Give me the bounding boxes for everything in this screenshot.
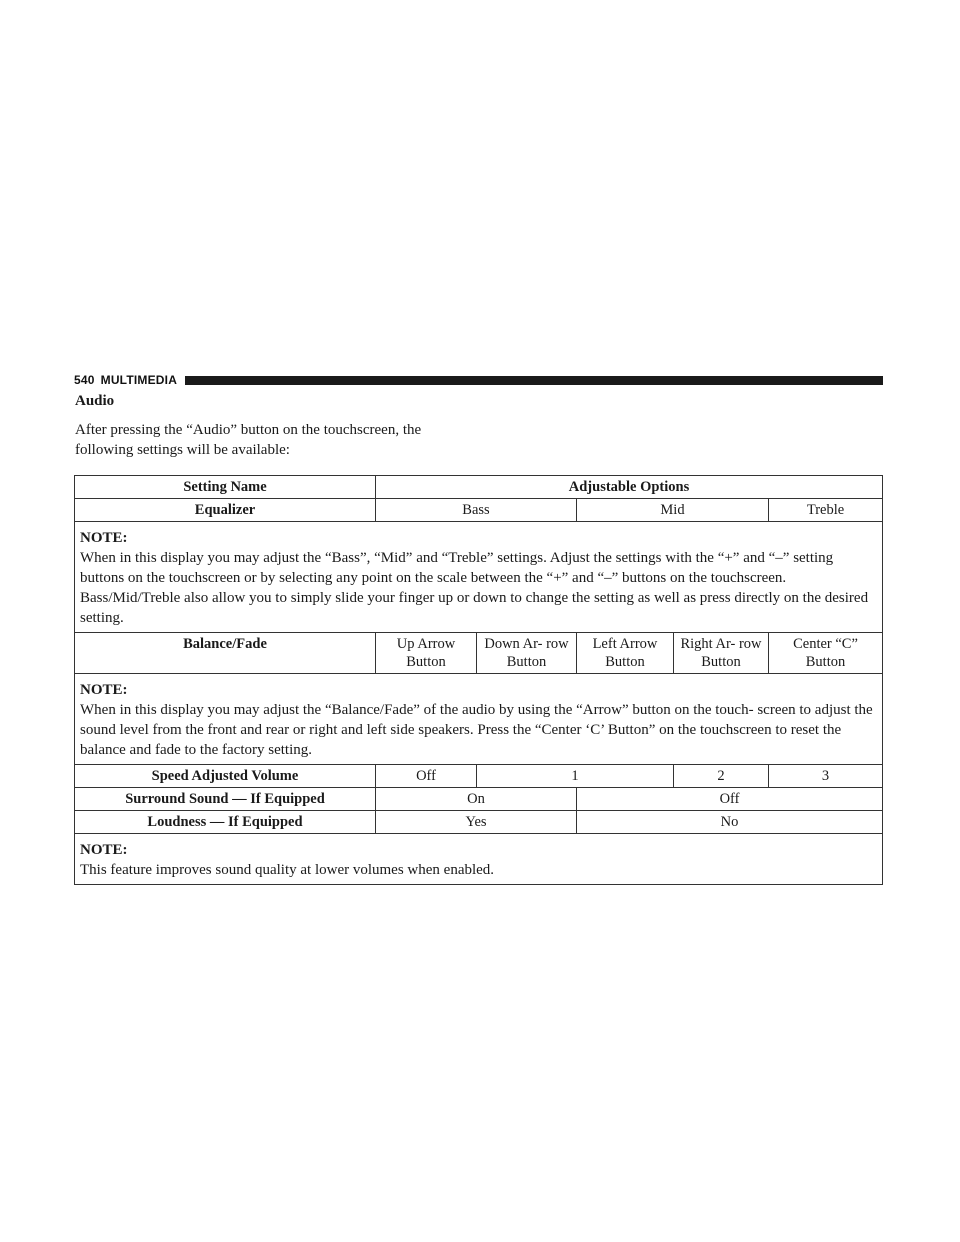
option-on: On [376, 788, 577, 811]
note-label: NOTE: [80, 842, 128, 858]
note-loudness-text: This feature improves sound quality at lower volumes when enabled. [80, 862, 495, 878]
page-number: 540 [74, 373, 95, 387]
option-bass: Bass [376, 499, 577, 522]
table-row-equalizer [75, 499, 883, 522]
option-right-arrow: Right Ar- row Button [674, 633, 769, 674]
table-row-note-balance [75, 674, 883, 765]
setting-speed-adjusted-volume: Speed Adjusted Volume [75, 765, 376, 788]
table-row-note-equalizer [75, 522, 883, 633]
setting-balance-fade: Balance/Fade [75, 633, 376, 674]
option-treble: Treble [769, 499, 883, 522]
note-label: NOTE: [80, 530, 128, 546]
setting-surround-sound: Surround Sound — If Equipped [75, 788, 376, 811]
section-title: MULTIMEDIA [100, 373, 178, 387]
option-left-arrow: Left Arrow Button [577, 633, 674, 674]
header-adjustable-options: Adjustable Options [376, 476, 883, 499]
header-setting-name: Setting Name [75, 476, 376, 499]
note-equalizer [75, 522, 883, 633]
heading-audio: Audio [75, 393, 115, 409]
table-row-loudness [75, 811, 883, 834]
option-down-arrow: Down Ar- row Button [477, 633, 577, 674]
table-row-speed [75, 765, 883, 788]
intro-paragraph: After pressing the “Audio” button on the touchscreen, the following settings will be available: [75, 422, 422, 458]
table-row-surround [75, 788, 883, 811]
option-3: 3 [769, 765, 883, 788]
option-off: Off [376, 765, 477, 788]
setting-loudness: Loudness — If Equipped [75, 811, 376, 834]
option-yes: Yes [376, 811, 577, 834]
table-header-row [75, 476, 883, 499]
note-balance [75, 674, 883, 765]
table-row-note-loudness [75, 834, 883, 885]
table-row-balance [75, 633, 883, 674]
option-off: Off [577, 788, 883, 811]
setting-equalizer: Equalizer [75, 499, 376, 522]
audio-settings-table [74, 475, 883, 885]
option-up-arrow: Up Arrow Button [376, 633, 477, 674]
option-no: No [577, 811, 883, 834]
option-2: 2 [674, 765, 769, 788]
option-center-c: Center “C” Button [769, 633, 883, 674]
note-loudness [75, 834, 883, 885]
note-equalizer-text: When in this display you may adjust the “Bass”, “Mid” and “Treble” settings. Adjust the settings with the “+” and “–” setting buttons on the touchscreen or by selecting any point on the scale between the “+” and “–” buttons on the touchscreen. Bass/Mid/Treble also allow you to simply slide your finger up or down to change the setting as well as press directly on the desired setting. [80, 550, 869, 626]
note-label: NOTE: [80, 682, 128, 698]
page-header [74, 372, 883, 388]
note-balance-text: When in this display you may adjust the “Balance/Fade” of the audio by using the “Arrow” button on the touch- screen to adjust the sound level from the front and rear or right and left side speakers. Press the “Center ‘C’ Button” on the touchscreen to reset the balance and fade to the factory setting. [80, 702, 873, 758]
option-mid: Mid [577, 499, 769, 522]
header-rule [185, 376, 883, 385]
option-1: 1 [477, 765, 674, 788]
